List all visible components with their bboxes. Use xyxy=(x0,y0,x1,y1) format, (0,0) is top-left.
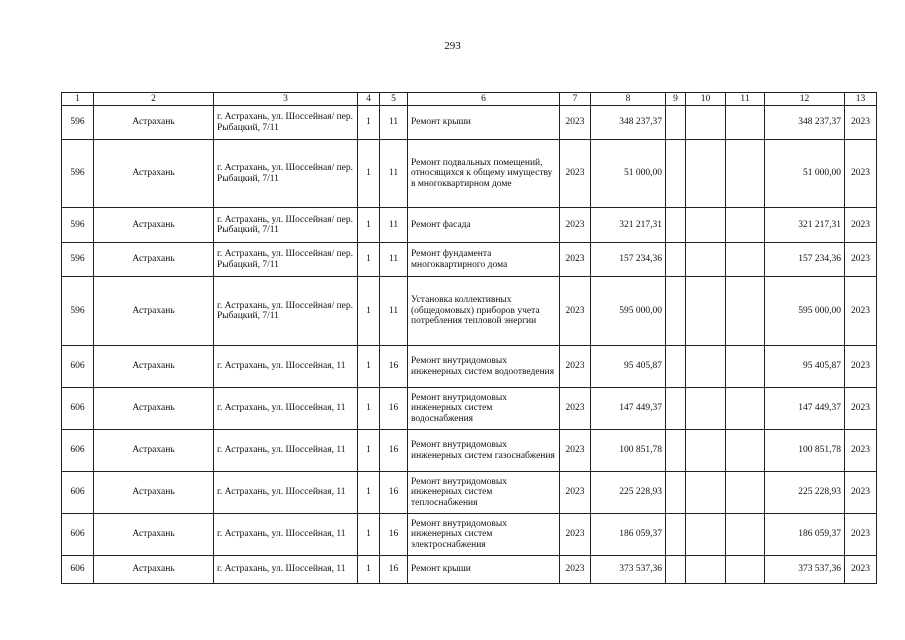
cost-col8: 157 234,36 xyxy=(591,243,666,277)
table-row xyxy=(62,243,877,277)
work-type: Ремонт внутридомовых инженерных систем теплоснабжения xyxy=(408,472,560,514)
object-number: 606 xyxy=(62,514,94,556)
cell-col5: 11 xyxy=(380,140,408,208)
address: г. Астрахань, ул. Шоссейная, 11 xyxy=(214,388,358,430)
cell-col10 xyxy=(686,556,726,584)
year-col13: 2023 xyxy=(845,277,877,346)
cell-col9 xyxy=(666,243,686,277)
column-header-2: 2 xyxy=(94,93,214,106)
year-col13: 2023 xyxy=(845,556,877,584)
cost-col8: 595 000,00 xyxy=(591,277,666,346)
cell-col4: 1 xyxy=(358,140,380,208)
cell-col9 xyxy=(666,346,686,388)
work-type: Ремонт фасада xyxy=(408,208,560,243)
cost-col8: 51 000,00 xyxy=(591,140,666,208)
cost-col8: 186 059,37 xyxy=(591,514,666,556)
cell-col5: 11 xyxy=(380,106,408,140)
cell-col9 xyxy=(666,140,686,208)
cell-col11 xyxy=(726,556,765,584)
cell-col9 xyxy=(666,277,686,346)
cell-col10 xyxy=(686,277,726,346)
table-row xyxy=(62,388,877,430)
column-header-12: 12 xyxy=(765,93,845,106)
year-col7: 2023 xyxy=(560,106,591,140)
cell-col9 xyxy=(666,430,686,472)
cell-col5: 11 xyxy=(380,243,408,277)
column-header-10: 10 xyxy=(686,93,726,106)
cell-col4: 1 xyxy=(358,430,380,472)
cell-col11 xyxy=(726,208,765,243)
cost-col8: 100 851,78 xyxy=(591,430,666,472)
year-col7: 2023 xyxy=(560,556,591,584)
cell-col10 xyxy=(686,243,726,277)
table-header-row xyxy=(62,93,877,106)
municipality: Астрахань xyxy=(94,106,214,140)
cell-col4: 1 xyxy=(358,208,380,243)
cell-col11 xyxy=(726,472,765,514)
cell-col11 xyxy=(726,346,765,388)
table-row xyxy=(62,514,877,556)
year-col7: 2023 xyxy=(560,243,591,277)
cell-col5: 16 xyxy=(380,430,408,472)
cell-col11 xyxy=(726,514,765,556)
table-row xyxy=(62,346,877,388)
cost-col12: 147 449,37 xyxy=(765,388,845,430)
address: г. Астрахань, ул. Шоссейная, 11 xyxy=(214,346,358,388)
cell-col5: 16 xyxy=(380,388,408,430)
cell-col4: 1 xyxy=(358,277,380,346)
year-col7: 2023 xyxy=(560,514,591,556)
work-type: Ремонт внутридомовых инженерных систем водоотведения xyxy=(408,346,560,388)
year-col7: 2023 xyxy=(560,346,591,388)
cell-col10 xyxy=(686,140,726,208)
cell-col11 xyxy=(726,430,765,472)
year-col13: 2023 xyxy=(845,514,877,556)
table-row xyxy=(62,472,877,514)
work-type: Ремонт крыши xyxy=(408,106,560,140)
cell-col11 xyxy=(726,243,765,277)
cell-col4: 1 xyxy=(358,472,380,514)
municipality: Астрахань xyxy=(94,556,214,584)
year-col13: 2023 xyxy=(845,140,877,208)
cell-col5: 16 xyxy=(380,346,408,388)
year-col13: 2023 xyxy=(845,472,877,514)
cost-col12: 225 228,93 xyxy=(765,472,845,514)
cell-col11 xyxy=(726,388,765,430)
cell-col4: 1 xyxy=(358,514,380,556)
column-header-7: 7 xyxy=(560,93,591,106)
cost-col8: 321 217,31 xyxy=(591,208,666,243)
year-col13: 2023 xyxy=(845,346,877,388)
year-col13: 2023 xyxy=(845,243,877,277)
cost-col8: 225 228,93 xyxy=(591,472,666,514)
cell-col11 xyxy=(726,140,765,208)
cell-col10 xyxy=(686,106,726,140)
address: г. Астрахань, ул. Шоссейная, 11 xyxy=(214,472,358,514)
municipality: Астрахань xyxy=(94,277,214,346)
cell-col9 xyxy=(666,556,686,584)
table-body xyxy=(62,106,877,584)
cell-col10 xyxy=(686,430,726,472)
cost-col8: 373 537,36 xyxy=(591,556,666,584)
object-number: 606 xyxy=(62,346,94,388)
address: г. Астрахань, ул. Шоссейная, 11 xyxy=(214,556,358,584)
cell-col11 xyxy=(726,277,765,346)
year-col7: 2023 xyxy=(560,277,591,346)
object-number: 606 xyxy=(62,472,94,514)
table-row xyxy=(62,106,877,140)
municipality: Астрахань xyxy=(94,140,214,208)
table-row xyxy=(62,430,877,472)
cell-col11 xyxy=(726,106,765,140)
cost-col12: 95 405,87 xyxy=(765,346,845,388)
cell-col5: 16 xyxy=(380,556,408,584)
address: г. Астрахань, ул. Шоссейная/ пер. Рыбацкий, 7/11 xyxy=(214,208,358,243)
cell-col10 xyxy=(686,514,726,556)
column-header-13: 13 xyxy=(845,93,877,106)
cell-col9 xyxy=(666,388,686,430)
column-header-9: 9 xyxy=(666,93,686,106)
cost-col12: 51 000,00 xyxy=(765,140,845,208)
year-col13: 2023 xyxy=(845,106,877,140)
cost-col12: 595 000,00 xyxy=(765,277,845,346)
cell-col4: 1 xyxy=(358,346,380,388)
address: г. Астрахань, ул. Шоссейная/ пер. Рыбацкий, 7/11 xyxy=(214,140,358,208)
cell-col9 xyxy=(666,472,686,514)
table-row xyxy=(62,277,877,346)
cell-col10 xyxy=(686,472,726,514)
year-col7: 2023 xyxy=(560,140,591,208)
column-header-8: 8 xyxy=(591,93,666,106)
year-col7: 2023 xyxy=(560,430,591,472)
cell-col9 xyxy=(666,106,686,140)
table-row xyxy=(62,140,877,208)
repair-registry-table xyxy=(61,92,877,584)
year-col13: 2023 xyxy=(845,430,877,472)
object-number: 606 xyxy=(62,430,94,472)
work-type: Ремонт фундамента многоквартирного дома xyxy=(408,243,560,277)
work-type: Установка коллективных (общедомовых) приборов учета потребления тепловой энергии xyxy=(408,277,560,346)
address: г. Астрахань, ул. Шоссейная, 11 xyxy=(214,514,358,556)
cell-col10 xyxy=(686,346,726,388)
address: г. Астрахань, ул. Шоссейная/ пер. Рыбацкий, 7/11 xyxy=(214,277,358,346)
object-number: 606 xyxy=(62,556,94,584)
cost-col12: 321 217,31 xyxy=(765,208,845,243)
year-col7: 2023 xyxy=(560,208,591,243)
cell-col10 xyxy=(686,388,726,430)
cost-col8: 147 449,37 xyxy=(591,388,666,430)
municipality: Астрахань xyxy=(94,472,214,514)
cost-col12: 373 537,36 xyxy=(765,556,845,584)
cell-col4: 1 xyxy=(358,556,380,584)
year-col7: 2023 xyxy=(560,388,591,430)
address: г. Астрахань, ул. Шоссейная/ пер. Рыбацкий, 7/11 xyxy=(214,106,358,140)
year-col13: 2023 xyxy=(845,388,877,430)
page-number: 293 xyxy=(444,40,461,52)
cost-col12: 100 851,78 xyxy=(765,430,845,472)
column-header-6: 6 xyxy=(408,93,560,106)
cost-col12: 157 234,36 xyxy=(765,243,845,277)
column-header-3: 3 xyxy=(214,93,358,106)
work-type: Ремонт крыши xyxy=(408,556,560,584)
municipality: Астрахань xyxy=(94,388,214,430)
year-col7: 2023 xyxy=(560,472,591,514)
municipality: Астрахань xyxy=(94,430,214,472)
object-number: 596 xyxy=(62,140,94,208)
cell-col5: 16 xyxy=(380,472,408,514)
cell-col4: 1 xyxy=(358,388,380,430)
cell-col5: 11 xyxy=(380,208,408,243)
table-row xyxy=(62,208,877,243)
address: г. Астрахань, ул. Шоссейная, 11 xyxy=(214,430,358,472)
object-number: 596 xyxy=(62,208,94,243)
work-type: Ремонт внутридомовых инженерных систем водоснабжения xyxy=(408,388,560,430)
cell-col4: 1 xyxy=(358,243,380,277)
work-type: Ремонт внутридомовых инженерных систем газоснабжения xyxy=(408,430,560,472)
cell-col9 xyxy=(666,514,686,556)
municipality: Астрахань xyxy=(94,346,214,388)
table-row xyxy=(62,556,877,584)
cell-col5: 11 xyxy=(380,277,408,346)
column-header-4: 4 xyxy=(358,93,380,106)
cost-col12: 348 237,37 xyxy=(765,106,845,140)
column-header-11: 11 xyxy=(726,93,765,106)
address: г. Астрахань, ул. Шоссейная/ пер. Рыбацкий, 7/11 xyxy=(214,243,358,277)
municipality: Астрахань xyxy=(94,243,214,277)
cost-col8: 348 237,37 xyxy=(591,106,666,140)
object-number: 606 xyxy=(62,388,94,430)
column-header-5: 5 xyxy=(380,93,408,106)
work-type: Ремонт подвальных помещений, относящихся к общему имуществу в многоквартирном доме xyxy=(408,140,560,208)
cell-col9 xyxy=(666,208,686,243)
work-type: Ремонт внутридомовых инженерных систем электроснабжения xyxy=(408,514,560,556)
object-number: 596 xyxy=(62,243,94,277)
cell-col5: 16 xyxy=(380,514,408,556)
object-number: 596 xyxy=(62,277,94,346)
cost-col12: 186 059,37 xyxy=(765,514,845,556)
column-header-1: 1 xyxy=(62,93,94,106)
year-col13: 2023 xyxy=(845,208,877,243)
cell-col10 xyxy=(686,208,726,243)
object-number: 596 xyxy=(62,106,94,140)
municipality: Астрахань xyxy=(94,208,214,243)
cost-col8: 95 405,87 xyxy=(591,346,666,388)
cell-col4: 1 xyxy=(358,106,380,140)
municipality: Астрахань xyxy=(94,514,214,556)
